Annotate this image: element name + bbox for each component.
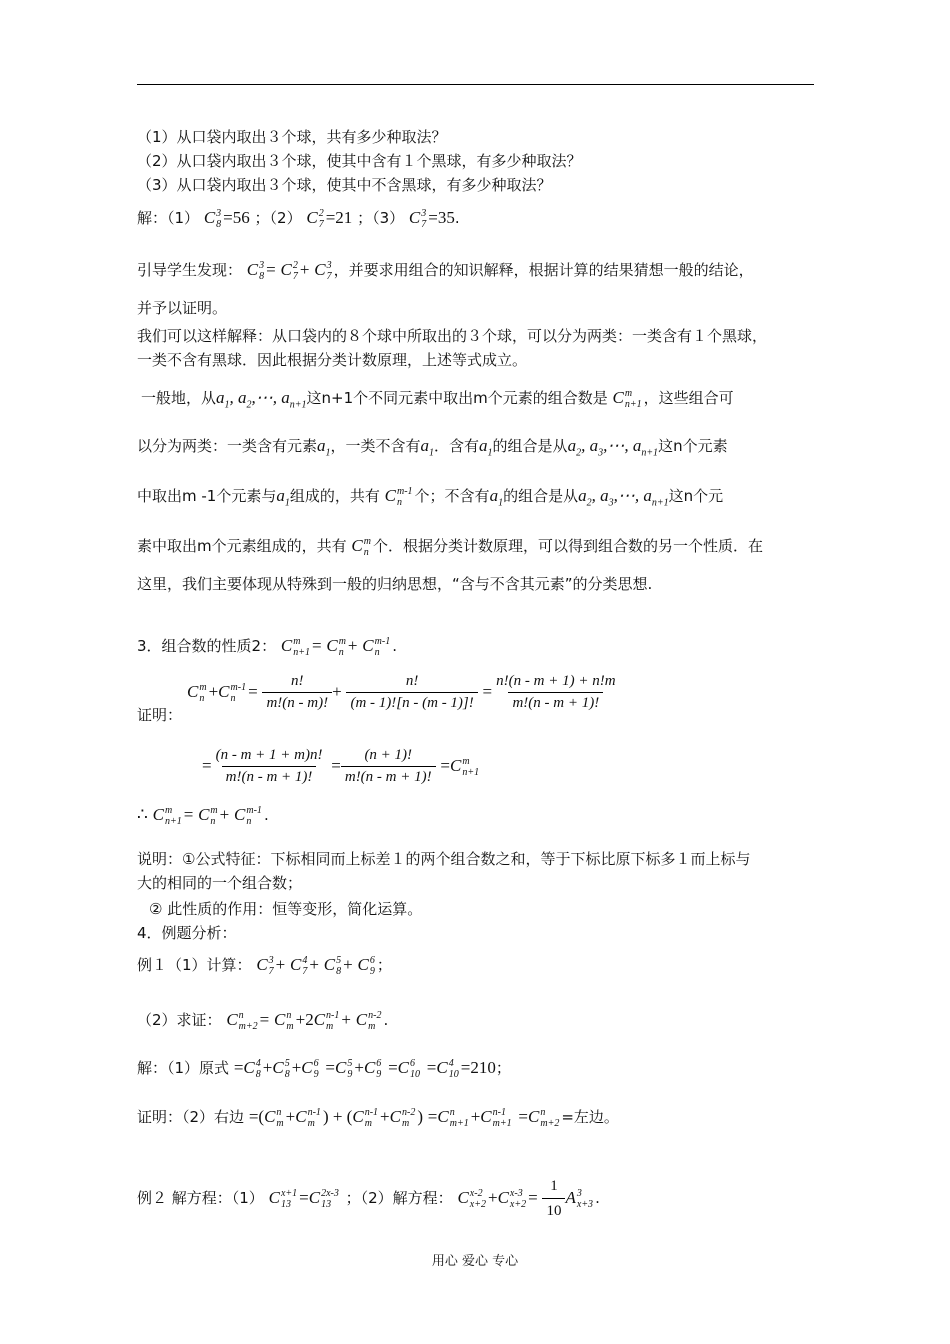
property-2: 3．组合数的性质2： C m n+1 = C m n + C m-1 n . <box>137 636 397 659</box>
proof-label: 证明： <box>137 706 183 724</box>
general-line-5: 这里，我们主要体现从特殊到一般的归纳思想，“含与不含其元素”的分类思想. <box>137 575 653 593</box>
proof-formula-2: = $\frac{(n - m + 1 + m)n!}{m!(n - m + 1)!}$ = $\frac{(n + 1)!}{m!(n - m + 1)!}$ =C m n+1 <box>202 747 480 785</box>
page-footer: 用心 爱心 专心 <box>431 1254 519 1269</box>
note-line-3: ② 此性质的作用：恒等变形，简化运算。 <box>149 900 423 918</box>
general-line-3: 中取出m -1个元素与$a_1$组成的，共有 C m-1 n 个；不含有$a_1$的组合是从$a_2$, $a_3,\cdots$, $a_{n+1}$这n个元 <box>137 486 724 509</box>
section-4-title: 4．例题分析： <box>137 924 237 942</box>
question-3: （3）从口袋内取出３个球，使其中不含黑球，有多少种取法？ <box>137 176 552 194</box>
solution-line: 解：（1） C 3 8 =56 ；（2） C 2 7 =21 ；（3） C 3 7 =35. <box>137 208 460 231</box>
example-1-calc: 例１（1）计算： C 3 7 + C 4 7 + C 5 8 + C 6 9 ； <box>137 955 392 978</box>
example-1-solution: 解：（1）原式 =C 4 8 +C 5 8 +C 6 9 =C 5 9 +C 6 9 =C 6 10 =C 4 10 =210； <box>137 1058 511 1081</box>
explain-line-1: 我们可以这样解释：从口袋内的８个球中所取出的３个球，可以分为两类：一类含有１个黑球， <box>137 327 768 345</box>
general-line-2: 以分为两类：一类含有元素$a_1$，一类不含有$a_1$．含有$a_1$的组合是从$a_2$, $a_3,\cdots$, $a_{n+1}$这n个元素 <box>137 436 728 459</box>
example-1-proof: 证明：（2）右边 =(C n m +C n-1 m ) + (C n-1 m +C n-2 m ) =C n m+1 +C n-1 m+1 =C n m+2 =左边。 <box>137 1107 619 1130</box>
example-1-prove: （2）求证： C n m+2 = C n m +2C n-1 m + C n-2 m . <box>137 1010 389 1033</box>
question-2: （2）从口袋内取出３个球，使其中含有１个黑球，有多少种取法？ <box>137 152 582 170</box>
note-line-2: 大的相同的一个组合数； <box>137 874 303 892</box>
general-line-4: 素中取出m个元素组成的，共有 C m n 个．根据分类计数原理，可以得到组合数的另一个性质．在 <box>137 536 763 559</box>
explain-line-2: 一类不含有黑球．因此根据分类计数原理，上述等式成立。 <box>137 351 528 369</box>
general-line-1: 一般地，从$a_1$, $a_2,\cdots$, $a_{n+1}$这n+1个不同元素中取出m个元素的组合数是 C m n+1 ，这些组合可 <box>141 388 734 411</box>
question-1: （1）从口袋内取出３个球，共有多少种取法？ <box>137 128 447 146</box>
therefore-line: ∴ C m n+1 = C m n + C m-1 n . <box>137 805 269 828</box>
guide-line-2: 并予以证明。 <box>137 299 228 317</box>
example-2: 例２ 解方程：（1） C x+1 13 =C 2x-3 13 ；（2）解方程： C x-2 x+2 +C x-3 x+2 = $\frac{1}{10}$ A 3 x+3 . <box>137 1178 600 1219</box>
note-line-1: 说明：①公式特征：下标相同而上标差１的两个组合数之和，等于下标比原下标多１而上标与 <box>137 850 751 868</box>
guide-line: 引导学生发现： C 3 8 = C 2 7 + C 3 7 ，并要求用组合的知识解释，根据计算的结果猜想一般的结论， <box>137 260 754 283</box>
header-rule <box>137 84 814 85</box>
proof-formula-1: C m n +C m-1 n = $\frac{n!}{m!(n - m)!}$ + $\frac{n!}{(m - 1)![n - (m - 1)]!}$ = $\frac{n!(n - m + 1) + n!m}{m!(n - m + 1)!}$ <box>187 673 616 711</box>
